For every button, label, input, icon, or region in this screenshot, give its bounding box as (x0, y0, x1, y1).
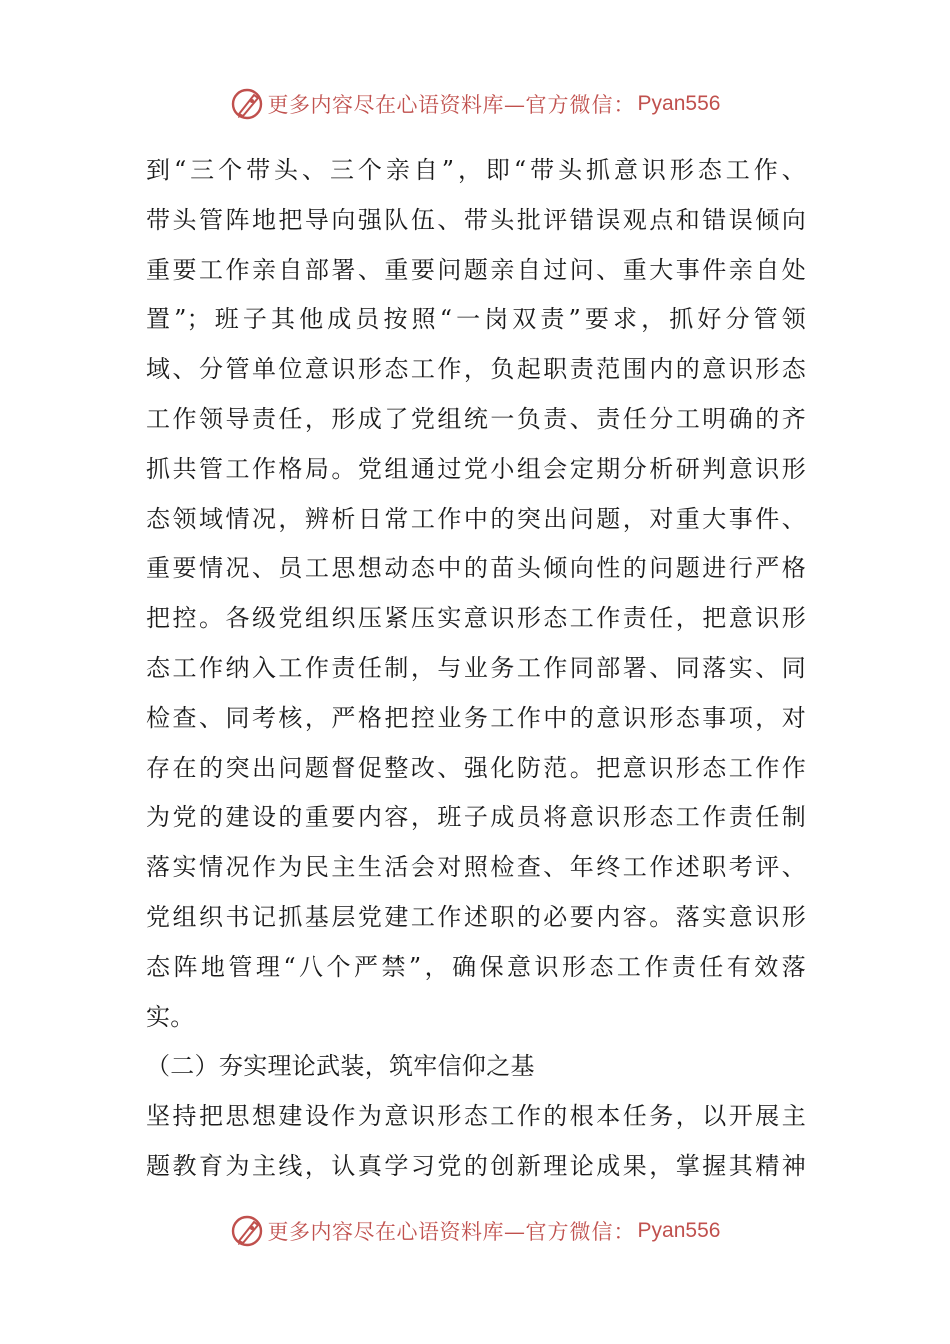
watermark-wechat-label: 官方微信： (525, 93, 636, 117)
body-line: 实。 (146, 1002, 195, 1031)
body-line: 态阵地管理“八个严禁”，确保意识形态工作责任有效落 (146, 952, 806, 981)
watermark-text: 更多内容尽在心语资料库— (267, 1220, 526, 1244)
body-line: 为党的建设的重要内容，班子成员将意识形态工作责任制 (146, 803, 806, 832)
watermark-text: 更多内容尽在心语资料库— (267, 93, 526, 117)
body-line: 党组织书记抓基层党建工作述职的必要内容。落实意识形 (146, 902, 806, 931)
header-watermark-banner (0, 84, 950, 124)
pen-nib-logo-icon (230, 87, 264, 121)
body-line: 检查、同考核，严格把控业务工作中的意识形态事项，对 (146, 703, 806, 732)
body-line: 域、分管单位意识形态工作，负起职责范围内的意识形态 (146, 355, 806, 384)
watermark-wechat-id: Pyan556 (637, 92, 721, 115)
body-line: 坚持把思想建设作为意识形态工作的根本任务，以开展主 (146, 1102, 806, 1131)
body-line: 态工作纳入工作责任制，与业务工作同部署、同落实、同 (146, 653, 806, 682)
body-line: 题教育为主线，认真学习党的创新理论成果，掌握其精神 (146, 1151, 806, 1180)
body-line: 工作领导责任，形成了党组统一负责、责任分工明确的齐 (146, 404, 806, 433)
document-body (146, 146, 806, 1192)
watermark-wechat-id: Pyan556 (637, 1219, 721, 1242)
body-line: 把控。各级党组织压紧压实意识形态工作责任，把意识形 (146, 604, 806, 633)
footer-watermark-banner (0, 1211, 950, 1251)
body-line: 置”；班子其他成员按照“一岗双责”要求，抓好分管领 (146, 305, 806, 334)
body-line: 到“三个带头、三个亲自”，即“带头抓意识形态工作、 (146, 156, 806, 184)
body-line: 重要工作亲自部署、重要问题亲自过问、重大事件亲自处 (146, 255, 806, 284)
body-line: 态领域情况，辨析日常工作中的突出问题，对重大事件、 (146, 504, 806, 533)
body-line: 落实情况作为民主生活会对照检查、年终工作述职考评、 (146, 853, 806, 882)
pen-nib-logo-icon (230, 1214, 264, 1248)
body-line: 重要情况、员工思想动态中的苗头倾向性的问题进行严格 (146, 554, 806, 583)
section-heading: （二）夯实理论武装，筑牢信仰之基 (146, 1052, 535, 1081)
watermark-wechat-label: 官方微信： (525, 1220, 636, 1244)
body-line: 带头管阵地把导向强队伍、带头批评错误观点和错误倾向 (146, 205, 806, 234)
body-line: 存在的突出问题督促整改、强化防范。把意识形态工作作 (146, 753, 806, 782)
body-line: 抓共管工作格局。党组通过党小组会定期分析研判意识形 (146, 454, 806, 483)
